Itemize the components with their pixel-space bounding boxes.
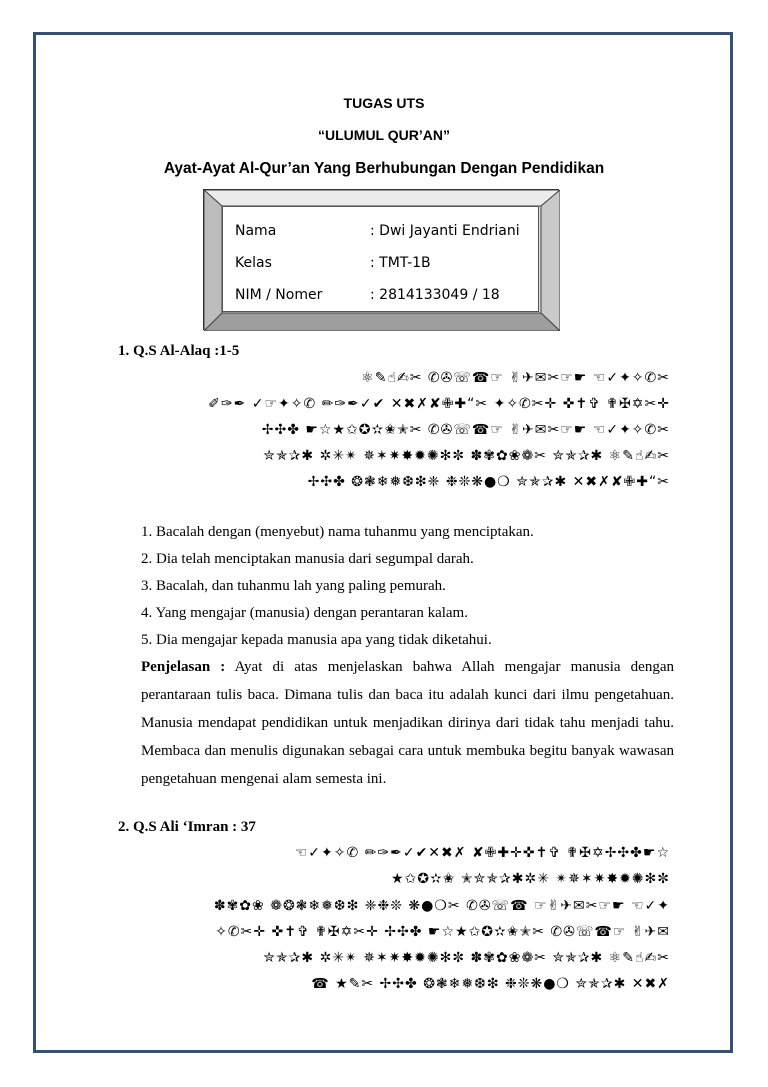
arabic-verse-line: ✐✑✒ ✓☞✦✧✆ ✏✑✒✓✔ ✕✖✗✘✙✚“✂ ✦✧✆✂✛ ✜✝✞ ✟✠✡✂✛ xyxy=(208,396,670,412)
nim-label: NIM / Nomer xyxy=(235,287,323,303)
arabic-verse-line: ✢✣✤ ☛☆★✩✪✫✬✭✂ ✆✇☏☎☞ ✌✈✉✂☞☛ ☜✓✦✧✆✂ xyxy=(261,422,670,438)
arabic-verse-line: ⚛✎☝✍✂ ✆✇☏☎☞ ✌✈✉✂☞☛ ☜✓✦✧✆✂ xyxy=(361,370,670,386)
arabic-verse-line: ✮✯✰✱ ✲✳✴ ✵✶✷✸✹✺✻✼ ✽✾✿❀❁✂ ✮✯✰✱ ⚛✎☝✍✂ xyxy=(263,950,670,966)
translation-line: 3. Bacalah, dan tuhanmu lah yang paling pemurah. xyxy=(141,578,446,594)
section1-title: 1. Q.S Al-Alaq :1-5 xyxy=(118,343,240,359)
nim-value: : 2814133049 / 18 xyxy=(370,287,500,303)
arabic-verse-line: ✮✯✰✱ ✲✳✴ ✵✶✷✸✹✺✻✼ ✽✾✿❀❁✂ ✮✯✰✱ ⚛✎☝✍✂ xyxy=(263,448,670,464)
translation-line: 1. Bacalah dengan (menyebut) nama tuhanmu yang menciptakan. xyxy=(141,524,534,540)
arabic-verse-line: ✢✣✤ ❂❃❄❅❆❇❈ ❉❊❋●❍ ✮✯✰✱ ✕✖✗✘✙✚“✂ xyxy=(307,474,670,490)
arabic-verse-line: ☎ ★✎✂ ✢✣✤ ❂❃❄❅❆❇ ❉❊❋●❍ ✮✯✰✱ ✕✖✗ xyxy=(311,976,670,992)
arabic-verse-line: ★✩✪✫✬ ✭✮✯✰✱✲✳ ✴✵✶✷✸✹✺✻✼ xyxy=(390,871,670,887)
arabic-verse-line: ✽✾✿❀ ❁❂❃❄❅❆❇ ❈❉❊ ❋●❍✂ ✆✇☏☎ ☞✌✈✉✂☞☛ ☜✓✦ xyxy=(213,898,670,914)
arabic-verse-line: ☜✓✦✧✆ ✏✑✒✓✔✕✖✗ ✘✙✚✛✜✝✞ ✟✠✡✢✣✤☛☆ xyxy=(294,845,670,861)
section2-title: 2. Q.S Ali ‘Imran : 37 xyxy=(118,819,256,835)
name-value: : Dwi Jayanti Endriani xyxy=(370,223,520,239)
name-label: Nama xyxy=(235,223,277,239)
doc-title: TUGAS UTS xyxy=(343,95,425,111)
identity-frame xyxy=(203,189,559,330)
translation-line: 2. Dia telah menciptakan manusia dari segumpal darah. xyxy=(141,551,474,567)
explanation-text: Ayat di atas menjelaskan bahwa Allah mengajar manusia dengan perantaraan tulis baca. Dimana tulis dan baca itu adalah kunci dari ilmu pengetahuan. Manusia mendapat pendidikan untuk menjadikan dirinya dari tidak tahu menjadi tahu. Membaca dan menulis digunakan sebagai cara untuk membuka begitu banyak wawasan pengetahuan mengenai alam semesta ini. xyxy=(141,659,674,787)
translation-line: 4. Yang mengajar (manusia) dengan perantaran kalam. xyxy=(141,605,468,621)
translation-line: 5. Dia mengajar kepada manusia apa yang tidak diketahui. xyxy=(141,632,492,648)
class-label: Kelas xyxy=(235,255,272,271)
class-value: : TMT-1B xyxy=(370,255,431,271)
doc-topic: Ayat-Ayat Al-Qur’an Yang Berhubungan Dengan Pendidikan xyxy=(163,160,605,177)
arabic-verse-line: ✧✆✂✛ ✜✝✞ ✟✠✡✂✛ ✢✣✤ ☛☆★✩✪✫✬✭✂ ✆✇☏☎☞ ✌✈✉ xyxy=(215,924,670,940)
explanation-paragraph xyxy=(141,653,674,793)
identity-panel xyxy=(222,206,539,312)
explanation-label: Penjelasan : xyxy=(141,659,226,675)
doc-subject: “ULUMUL QUR’AN” xyxy=(318,127,450,143)
